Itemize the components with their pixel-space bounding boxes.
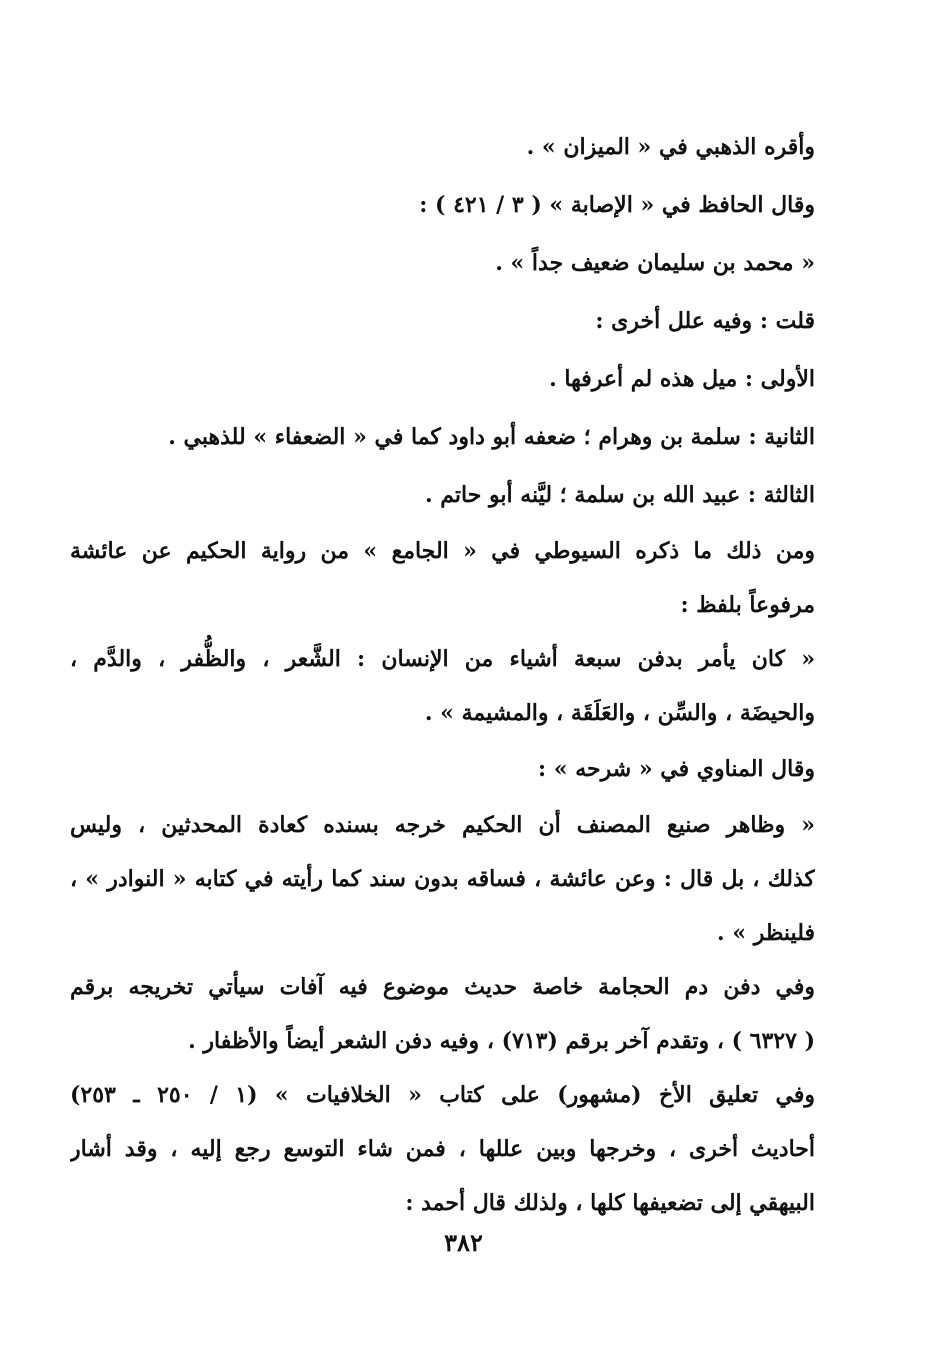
body-text xyxy=(70,118,815,1230)
text-line: وفي دفن دم الحجامة خاصة حديث موضوع فيه آفات سيأتي تخريجه برقم xyxy=(70,974,815,1000)
text-line: وقال الحافظ في « الإصابة » ( ٣ / ٤٢١ ) : xyxy=(419,192,815,218)
text-line: البيهقي إلى تضعيفها كلها ، ولذلك قال أحمد : xyxy=(405,1190,815,1216)
text-line: الأولى : ميل هذه لم أعرفها . xyxy=(549,366,815,392)
text-line: « كان يأمر بدفن سبعة أشياء من الإنسان : الشَّعر ، والظُّفر ، والدَّم ، xyxy=(70,646,815,672)
page-number: ٣٨٢ xyxy=(444,1228,483,1257)
text-line: وأقره الذهبي في « الميزان » . xyxy=(526,134,815,160)
text-line: كذلك ، بل قال : وعن عائشة ، فساقه بدون سند كما رأيته في كتابه « النوادر » ، xyxy=(70,866,815,892)
text-line: وقال المناوي في « شرحه » : xyxy=(538,756,815,782)
text-line: قلت : وفيه علل أخرى : xyxy=(595,308,815,334)
text-line: أحاديث أخرى ، وخرجها وبين عللها ، فمن شاء التوسع رجع إليه ، وقد أشار xyxy=(70,1136,815,1162)
text-line: ومن ذلك ما ذكره السيوطي في « الجامع » من رواية الحكيم عن عائشة xyxy=(70,538,815,564)
text-line: « وظاهر صنيع المصنف أن الحكيم خرجه بسنده كعادة المحدثين ، وليس xyxy=(70,812,815,838)
text-line: الثالثة : عبيد الله بن سلمة ؛ ليَّنه أبو حاتم . xyxy=(424,482,815,508)
text-line: فلينظر » . xyxy=(717,920,815,946)
text-line: ( ٦٣٢٧ ) ، وتقدم آخر برقم (٧١٣) ، وفيه دفن الشعر أيضاً والأظفار . xyxy=(188,1028,815,1054)
text-line: « محمد بن سليمان ضعيف جداً » . xyxy=(495,250,815,276)
text-line: الثانية : سلمة بن وهرام ؛ ضعفه أبو داود كما في « الضعفاء » للذهبي . xyxy=(168,424,815,450)
text-line: مرفوعاً بلفظ : xyxy=(680,592,815,618)
text-line: والحيضَة ، والسِّن ، والعَلَقَة ، والمشيمة » . xyxy=(424,700,815,726)
text-line: وفي تعليق الأخ (مشهور) على كتاب « الخلافيات » (١ / ٢٥٠ ـ ٢٥٣) xyxy=(70,1082,815,1108)
